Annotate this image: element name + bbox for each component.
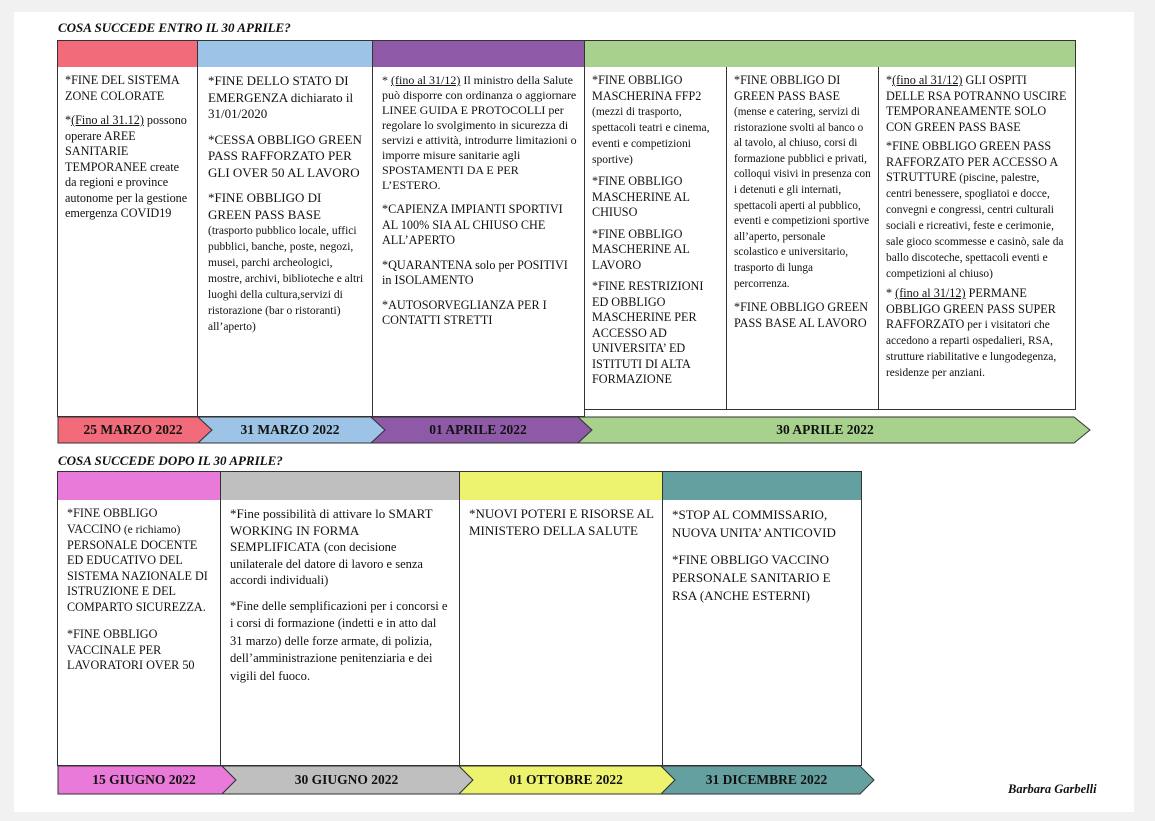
obbligo-vaccino-sanitari-item: *FINE OBBLIGO VACCINO PERSONALE SANITARIO E RSA (ANCHE ESTERNI): [672, 552, 831, 603]
date-01-october: 01 OTTOBRE 2022: [509, 772, 623, 787]
ffp2-item: *FINE OBBLIGO MASCHERINA FFP2 (mezzi di trasporto, spettacoli teatri e cinema, eventi e competizioni sportive): [592, 73, 710, 166]
column-01-october: [459, 500, 663, 766]
section1-title: COSA SUCCEDE ENTRO IL 30 APRILE?: [58, 20, 291, 35]
capienza-impianti-item: *CAPIENZA IMPIANTI SPORTIVI AL 100% SIA AL CHIUSO CHE ALL’APERTO: [382, 202, 563, 247]
header-bar-31-december: [662, 471, 862, 501]
stato-emergenza-item: *FINE DELLO STATO DI EMERGENZA dichiarato il 31/01/2020: [208, 73, 354, 121]
linee-guida-item: * (fino al 31/12) Il ministro della Salute può disporre con ordinanza o aggiornare LINEE GUIDA E PROTOCOLLI per regolare lo svolgimento in sicurezza di servizi e attività, introdurre limitazioni o imporre misure sanitarie agli SPOSTAMENTI DA E PER L’ESTERO.: [382, 73, 577, 192]
smart-working-item: *Fine possibilità di attivare lo SMART WORKING IN FORMA SEMPLIFICATA (con decisione unilaterale del datore di lavoro e senza accordi individuali): [230, 506, 433, 587]
column-15-june: [57, 500, 221, 766]
date-25-march: 25 MARZO 2022: [83, 422, 183, 437]
author-signature: Barbara Garbelli: [1008, 782, 1097, 796]
autosorveglianza-item: *AUTOSORVEGLIANZA PER I CONTATTI STRETTI: [382, 297, 547, 327]
green-pass-base-item: *FINE OBBLIGO DI GREEN PASS BASE (trasporto pubblico locale, uffici pubblici, banche, poste, negozi, musei, parchi archeologici, mostre, archivi, biblioteche e altri luoghi della cultura,servizi di ristorazione (bar o ristoranti) all’aperto): [208, 190, 364, 333]
header-bar-01-october: [459, 471, 663, 501]
strutture-item: *FINE OBBLIGO GREEN PASS RAFFORZATO PER ACCESSO A STRUTTURE (piscine, palestre, centri benessere, spogliatoi e docce, convegni e congressi, centri culturali sociali e ricreativi, feste e cerimonie, sale gioco scommesse e casinò, sale da ballo discoteche, spettacoli eventi e competizioni al chiuso): [886, 139, 1064, 280]
date-31-december: 31 DICEMBRE 2022: [705, 772, 828, 787]
column-30-june: [220, 500, 460, 766]
date-15-june: 15 GIUGNO 2022: [92, 772, 196, 787]
semplificazioni-concorsi-item: *Fine delle semplificazioni per i concorsi e i corsi di formazione (indetti e in atto dal 31 marzo) delle forze armate, di polizia, dell’amministrazione penitenziaria e dei vigili del fuoco.: [230, 598, 448, 683]
date-30-june: 30 GIUGNO 2022: [294, 772, 399, 787]
quarantena-item: *QUARANTENA solo per POSITIVI in ISOLAMENTO: [382, 257, 568, 287]
mascherine-chiuso-item: *FINE OBBLIGO MASCHERINE AL CHIUSO: [592, 174, 690, 219]
super-rafforzato-item: * (fino al 31/12) PERMANE OBBLIGO GREEN PASS SUPER RAFFORZATO per i visitatori che accedono a reparti ospedalieri, RSA, strutture riabilitative e lungodegenza, residenze per anziani.: [886, 286, 1057, 379]
date-31-march: 31 MARZO 2022: [240, 422, 340, 437]
header-bar-15-june: [57, 471, 221, 501]
date-30-april: 30 APRILE 2022: [776, 422, 874, 437]
obbligo-vaccinale-over50-item: *FINE OBBLIGO VACCINALE PER LAVORATORI OVER 50: [67, 627, 195, 672]
section2-title: COSA SUCCEDE DOPO IL 30 APRILE?: [58, 453, 283, 468]
header-bar-30-june: [220, 471, 460, 501]
green-pass-over50-item: *CESSA OBBLIGO GREEN PASS RAFFORZATO PER GLI OVER 50 AL LAVORO: [208, 131, 362, 180]
ospiti-rsa-item: *(fino al 31/12) GLI OSPITI DELLE RSA POTRANNO USCIRE TEMPORANEAMENTE SOLO CON GREEN PASS BASE: [886, 73, 1067, 134]
aree-sanitarie-item: *(Fino al 31.12) possono operare AREE SANITARIE TEMPORANEE create da regioni e province autonome per la gestione emergenza COVID19: [65, 113, 188, 220]
obbligo-vaccino-docenti-item: *FINE OBBLIGO VACCINO (e richiamo) PERSONALE DOCENTE ED EDUCATIVO DEL SISTEMA NAZIONALE DI ISTRUZIONE E DEL COMPARTO SICUREZZA.: [67, 506, 208, 614]
column-31-december: [662, 500, 862, 766]
date-01-april: 01 APRILE 2022: [429, 422, 527, 437]
poteri-ministero-item: *NUOVI POTERI E RISORSE AL MINISTERO DELLA SALUTE: [469, 506, 654, 538]
universita-item: *FINE RESTRIZIONI ED OBBLIGO MASCHERINE PER ACCESSO AD UNIVERSITA’ ED ISTITUTI DI ALTA FORMAZIONE: [592, 279, 704, 386]
green-pass-lavoro-item: *FINE OBBLIGO GREEN PASS BASE AL LAVORO: [734, 300, 869, 330]
stop-commissario-item: *STOP AL COMMISSARIO, NUOVA UNITA’ ANTICOVID: [672, 507, 836, 540]
green-pass-base-mense-item: *FINE OBBLIGO DI GREEN PASS BASE (mense e catering, servizi di ristorazione svolti al banco o al tavolo, al chiuso, corsi di formazione pubblici e privati, colloqui visivi in presenza con i detenuti e gli internati, spettacoli aperti al pubblico, eventi e competizioni sportive all’aperto, personale scolastico e universitario, trasporto di lunga percorrenza.: [734, 73, 871, 290]
mascherine-lavoro-item: *FINE OBBLIGO MASCHERINE AL LAVORO: [592, 226, 690, 272]
zone-colorate-item: *FINE DEL SISTEMA ZONE COLORATE: [65, 73, 179, 103]
